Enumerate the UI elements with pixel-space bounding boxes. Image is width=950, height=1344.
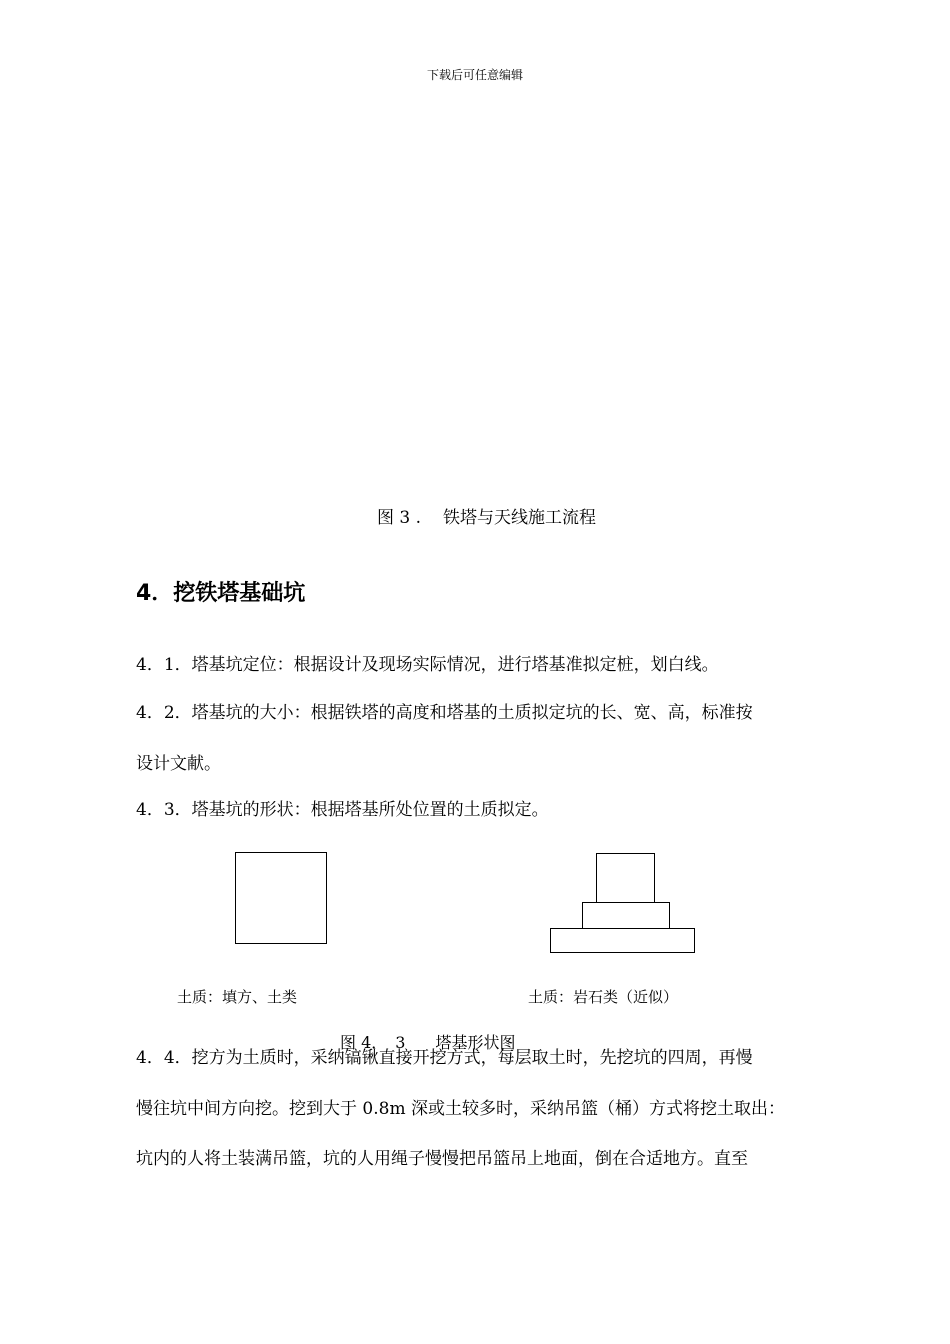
paragraph-4-4-line1: 4．4．挖方为土质时，采纳镐锹直接开挖方式，每层取土时，先挖坑的四周，再慢 [136,1048,753,1068]
figure-3-number: 图 3 . [377,508,422,528]
paragraph-4-4-line2: 慢往坑中间方向挖。挖到大于 0.8m 深或土较多时，采纳吊篮（桶）方式将挖土取出： [136,1099,785,1119]
soil-type-label-right: 土质：岩石类（近似） [528,988,679,1006]
paragraph-4-2-line2: 设计文献。 [136,754,221,774]
page-header: 下载后可任意编辑 [426,68,523,82]
figure-4-number: ． 3 [371,1033,406,1052]
paragraph-4-1: 4．1．塔基坑定位：根据设计及现场实际情况，进行塔基准拟定桩，划白线。 [136,655,719,675]
rock-pit-middle-tier [582,902,670,929]
paragraph-4-3: 4．3．塔基坑的形状：根据塔基所处位置的土质拟定。 [136,800,549,820]
soil-type-label-left: 土质：填方、土类 [177,988,298,1006]
figure-3-caption [377,503,596,528]
paragraph-4-4-line3: 坑内的人将土装满吊篮，坑的人用绳子慢慢把吊篮吊上地面，倒在合适地方。直至 [136,1149,748,1169]
rock-pit-top-tier [596,853,655,903]
soil-pit-square [235,852,327,944]
paragraph-4-2-line1: 4．2．塔基坑的大小：根据铁塔的高度和塔基的土质拟定坑的长、宽、高，标准按 [136,703,753,723]
figure-3-title: 铁塔与天线施工流程 [443,508,597,528]
rock-pit-bottom-tier [550,928,695,953]
figure-4-label: 图 4 [340,1033,372,1052]
section-heading: 4．挖铁塔基础坑 [136,581,306,606]
figure-4-title: 塔基形状图 [435,1033,516,1052]
